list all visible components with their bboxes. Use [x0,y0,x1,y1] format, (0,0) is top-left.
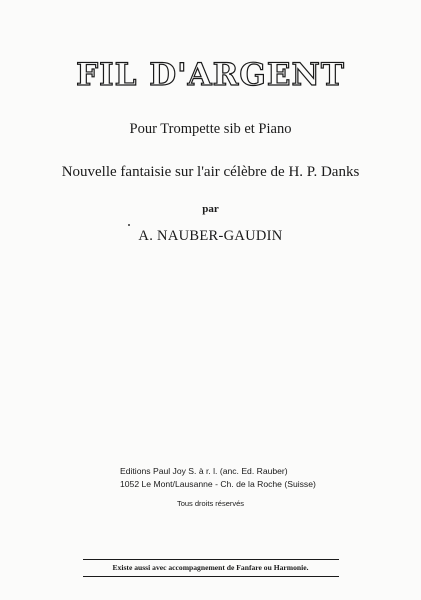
note-rule-bottom [83,576,339,577]
copyright-notice: Tous droits réservés [176,499,245,508]
instrumentation-subtitle: Pour Trompette sib et Piano [129,121,292,137]
publisher-line-1: Editions Paul Joy S. à r. l. (anc. Ed. Rauber) [120,466,288,476]
by-label: par [202,203,219,215]
work-description: Nouvelle fantaisie sur l'air célèbre de H. P. Danks [61,164,360,180]
publisher-block [120,465,316,491]
page-title: FIL D'ARGENT [76,57,345,93]
ink-speck [128,224,130,226]
publisher-line-2: 1052 Le Mont/Lausanne - Ch. de la Roche (Suisse) [120,479,316,489]
accompaniment-note: Existe aussi avec accompagnement de Fanfare ou Harmonie. [112,563,309,572]
composer-name: A. NAUBER-GAUDIN [138,228,283,244]
note-rule-top [83,559,339,560]
